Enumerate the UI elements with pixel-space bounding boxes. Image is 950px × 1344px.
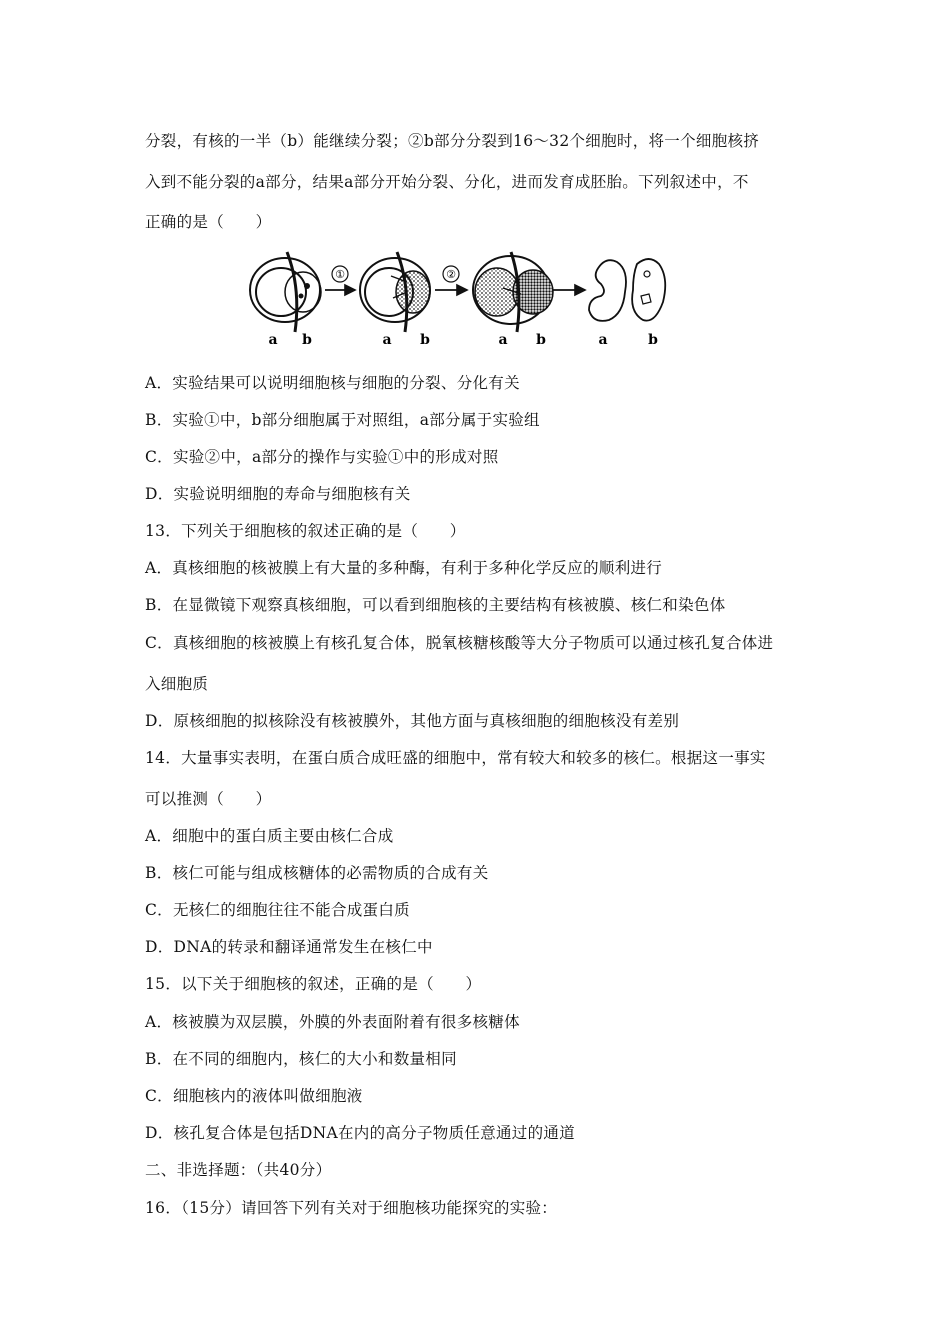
- stage-2-egg: [360, 252, 430, 332]
- q14-option-b: B．核仁可能与组成核糖体的必需物质的合成有关: [145, 864, 489, 882]
- q14-option-a: A．细胞中的蛋白质主要由核仁合成: [145, 827, 394, 845]
- q16-stem: 16．（15分）请回答下列有关对于细胞核功能探究的实验：: [145, 1199, 558, 1217]
- q12-stem-line-2: 入到不能分裂的a部分，结果a部分开始分裂、分化，进而发育成胚胎。下列叙述中，不: [145, 173, 749, 191]
- q15-option-c: C．细胞核内的液体叫做细胞液: [145, 1087, 363, 1105]
- q14-option-c: C．无核仁的细胞往往不能合成蛋白质: [145, 901, 410, 919]
- arrow-step-1: [325, 266, 355, 290]
- stage-3-egg: [473, 252, 553, 332]
- label-b-4: b: [648, 332, 658, 348]
- embryo-experiment-figure: [245, 248, 680, 348]
- step-1-label: ①: [335, 268, 345, 281]
- q12-option-c: C．实验②中，a部分的操作与实验①中的形成对照: [145, 448, 499, 466]
- q13-option-d: D．原核细胞的拟核除没有核被膜外，其他方面与真核细胞的细胞核没有差别: [145, 712, 680, 730]
- label-b-1: b: [302, 332, 312, 348]
- q13-option-b: B．在显微镜下观察真核细胞，可以看到细胞核的主要结构有核被膜、核仁和染色体: [145, 596, 726, 614]
- embryo-diagram: [245, 248, 680, 348]
- q12-option-b: B．实验①中，b部分细胞属于对照组，a部分属于实验组: [145, 411, 540, 429]
- label-a-4: a: [598, 332, 608, 348]
- q13-stem: 13．下列关于细胞核的叙述正确的是（ ）: [145, 522, 466, 540]
- q13-option-c: C．真核细胞的核被膜上有核孔复合体，脱氧核糖核酸等大分子物质可以通过核孔复合体进: [145, 634, 774, 652]
- q12-stem-line-3: 正确的是（ ）: [145, 213, 272, 231]
- q14-stem-line-1: 14．大量事实表明，在蛋白质合成旺盛的细胞中，常有较大和较多的核仁。根据这一事实: [145, 749, 766, 767]
- stage-4-embryos: [589, 259, 665, 321]
- q13-option-a: A．真核细胞的核被膜上有大量的多种酶，有利于多种化学反应的顺利进行: [145, 559, 663, 577]
- q15-stem: 15．以下关于细胞核的叙述，正确的是（ ）: [145, 975, 482, 993]
- stage-1-egg: [250, 252, 321, 332]
- q12-option-d: D．实验说明细胞的寿命与细胞核有关: [145, 485, 411, 503]
- label-a-3: a: [498, 332, 508, 348]
- q13-option-c-cont: 入细胞质: [145, 675, 209, 693]
- label-a-1: a: [268, 332, 278, 348]
- q15-option-a: A．核被膜为双层膜，外膜的外表面附着有很多核糖体: [145, 1013, 520, 1031]
- part-labels: [268, 332, 658, 348]
- label-b-3: b: [536, 332, 546, 348]
- arrow-step-2: [435, 266, 467, 290]
- label-a-2: a: [382, 332, 392, 348]
- step-2-label: ②: [446, 268, 456, 281]
- q14-option-d: D．DNA的转录和翻译通常发生在核仁中: [145, 938, 433, 956]
- q15-option-d: D．核孔复合体是包括DNA在内的高分子物质任意通过的通道: [145, 1124, 576, 1142]
- q15-option-b: B．在不同的细胞内，核仁的大小和数量相同: [145, 1050, 457, 1068]
- label-b-2: b: [420, 332, 430, 348]
- section-2-heading: 二、非选择题：（共40分）: [145, 1161, 332, 1179]
- q12-option-a: A．实验结果可以说明细胞核与细胞的分裂、分化有关: [145, 374, 520, 392]
- q14-stem-line-2: 可以推测（ ）: [145, 790, 272, 808]
- q12-stem-line-1: 分裂，有核的一半（b）能继续分裂；②b部分分裂到16～32个细胞时，将一个细胞核挤: [145, 132, 760, 150]
